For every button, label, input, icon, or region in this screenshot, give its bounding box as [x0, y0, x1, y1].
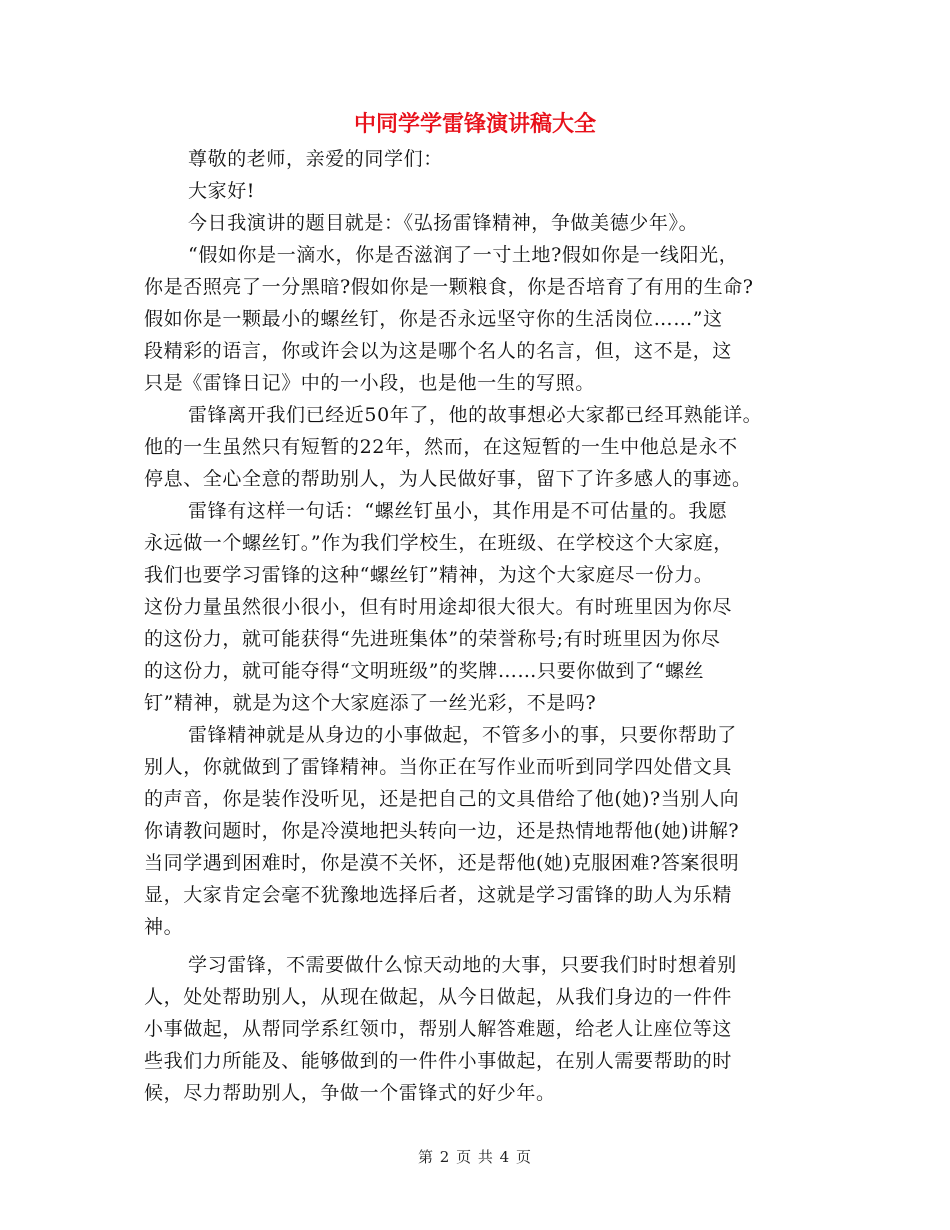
paragraph-line: 人，处处帮助别人，从现在做起，从今日做起，从我们身边的一件件	[144, 986, 733, 1008]
paragraph-line: 这份力量虽然很小很小，但有时用途却很大很大。有时班里因为你尽	[144, 596, 733, 618]
paragraph-line: 段精彩的语言，你或许会以为这是哪个名人的名言，但，这不是，这	[144, 340, 733, 362]
paragraph-line: 显，大家肯定会毫不犹豫地选择后者，这就是学习雷锋的助人为乐精	[144, 884, 733, 906]
document-title: 中同学学雷锋演讲稿大全	[353, 112, 596, 137]
paragraph-line: 别人，你就做到了雷锋精神。当你正在写作业而听到同学四处借文具	[144, 756, 733, 778]
paragraph-line: 雷锋有这样一句话：“螺丝钉虽小，其作用是不可估量的。我愿	[188, 500, 728, 522]
paragraph-line: 候，尽力帮助别人，争做一个雷锋式的好少年。	[144, 1082, 556, 1104]
paragraph-line: 的声音，你是装作没听见，还是把自己的文具借给了他(她)?当别人向	[144, 788, 740, 810]
paragraph-line: 的这份力，就可能夺得“文明班级”的奖牌……只要你做到了“螺丝	[144, 660, 705, 682]
paragraph-line: 雷锋精神就是从身边的小事做起，不管多小的事，只要你帮助了	[188, 724, 737, 746]
paragraph-line: 钉”精神，就是为这个大家庭添了一丝光彩，不是吗?	[144, 692, 597, 714]
greeting-line: 大家好!	[188, 180, 256, 202]
paragraph-line: 雷锋离开我们已经近50年了，他的故事想必大家都已经耳熟能详。	[188, 404, 763, 426]
paragraph-line: 当同学遇到困难时，你是漠不关怀，还是帮他(她)克服困难?答案很明	[144, 852, 740, 874]
paragraph-line: “假如你是一滴水，你是否滋润了一寸土地?假如你是一线阳光，	[188, 244, 739, 266]
paragraph-line: 神。	[144, 916, 184, 938]
paragraph-line: 的这份力，就可能获得“先进班集体”的荣誉称号;有时班里因为你尽	[144, 628, 721, 650]
paragraph-line: 停息、全心全意的帮助别人，为人民做好事，留下了许多感人的事迹。	[144, 468, 752, 490]
paragraph-line: 我们也要学习雷锋的这种“螺丝钉”精神，为这个大家庭尽一份力。	[144, 564, 714, 586]
paragraph-line: 学习雷锋，不需要做什么惊天动地的大事，只要我们时时想着别	[188, 954, 737, 976]
topic-line: 今日我演讲的题目就是：《弘扬雷锋精神，争做美德少年》。	[188, 212, 699, 234]
paragraph-line: 你是否照亮了一分黑暗?假如你是一颗粮食，你是否培育了有用的生命?	[144, 276, 754, 298]
paragraph-line: 小事做起，从帮同学系红领巾，帮别人解答难题，给老人让座位等这	[144, 1018, 733, 1040]
paragraph-line: 些我们力所能及、能够做到的一件件小事做起，在别人需要帮助的时	[144, 1050, 733, 1072]
salutation-line: 尊敬的老师，亲爱的同学们：	[188, 148, 443, 170]
paragraph-line: 他的一生虽然只有短暂的22年，然而，在这短暂的一生中他总是永不	[144, 436, 738, 458]
paragraph-line: 只是《雷锋日记》中的一小段，也是他一生的写照。	[144, 372, 595, 394]
paragraph-line: 假如你是一颗最小的螺丝钉，你是否永远坚守你的生活岗位……”这	[144, 308, 723, 330]
paragraph-line: 永远做一个螺丝钉。”作为我们学校生，在班级、在学校这个大家庭，	[144, 532, 733, 554]
paragraph-line: 你请教问题时，你是冷漠地把头转向一边，还是热情地帮他(她)讲解?	[144, 820, 740, 842]
document-body	[144, 143, 824, 1109]
page-number-footer: 第 2 页 共 4 页	[418, 1148, 532, 1166]
